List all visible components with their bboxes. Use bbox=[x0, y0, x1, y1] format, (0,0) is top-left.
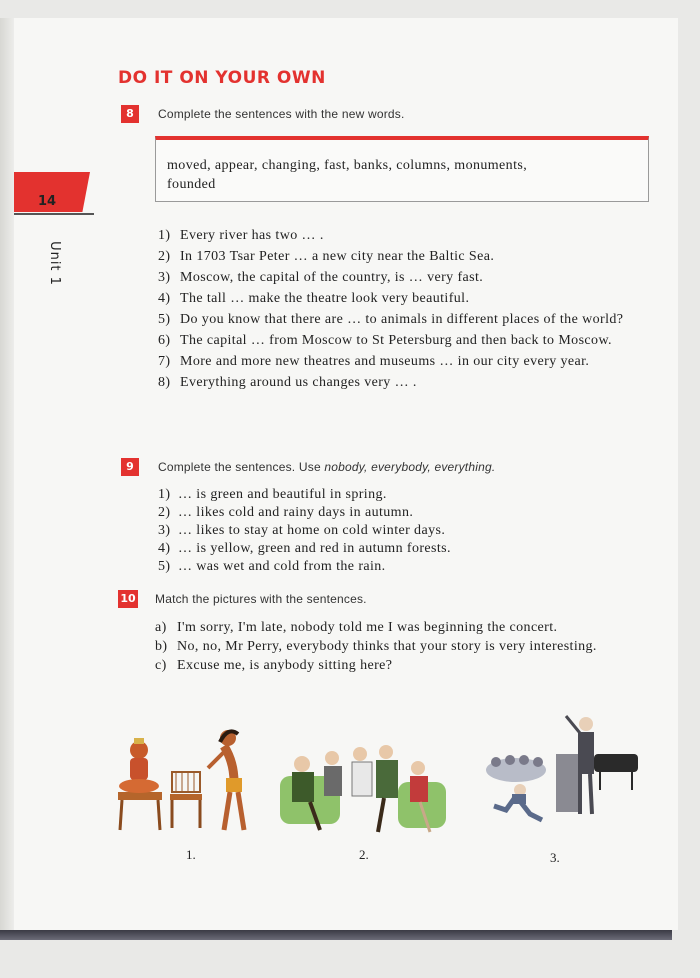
item-text: … likes to stay at home on cold winter days. bbox=[178, 523, 446, 538]
item-text: Every river has two … . bbox=[180, 228, 324, 243]
item-text: More and more new theatres and museums … in our city every year. bbox=[180, 354, 590, 369]
item-marker: 7) bbox=[158, 354, 171, 369]
task-10-instruction: Match the pictures with the sentences. bbox=[155, 592, 367, 606]
list-item bbox=[158, 521, 578, 540]
item-marker: 8) bbox=[158, 375, 171, 390]
list-item bbox=[158, 268, 652, 287]
item-marker: 4) bbox=[158, 291, 171, 306]
list-item bbox=[158, 373, 652, 392]
item-text: Excuse me, is anybody sitting here? bbox=[177, 658, 393, 673]
bending-man bbox=[208, 730, 244, 830]
item-text: In 1703 Tsar Peter … a new city near the Baltic Sea. bbox=[180, 249, 495, 264]
list-item bbox=[158, 485, 578, 504]
page-bottom-edge bbox=[0, 930, 672, 940]
task-9-instruction-words: nobody, everybody, everything. bbox=[324, 460, 496, 474]
word-box-line-2: founded bbox=[167, 177, 216, 192]
item-marker: 1) bbox=[158, 487, 171, 502]
item-marker: 5) bbox=[158, 312, 171, 327]
word-box-line-1: moved, appear, changing, fast, banks, columns, monuments, bbox=[167, 158, 528, 173]
item-marker: a) bbox=[155, 620, 167, 635]
nail-bed-chair bbox=[118, 792, 162, 830]
seated-fakir bbox=[119, 738, 159, 793]
list-item bbox=[158, 226, 652, 245]
list-item bbox=[158, 539, 578, 558]
task-8-instruction: Complete the sentences with the new words. bbox=[158, 107, 405, 121]
item-marker: 6) bbox=[158, 333, 171, 348]
task-9-list bbox=[158, 485, 578, 575]
item-marker: b) bbox=[155, 639, 168, 654]
task-9-number: 9 bbox=[121, 458, 139, 476]
item-text: … was wet and cold from the rain. bbox=[178, 559, 386, 574]
item-text: … is yellow, green and red in autumn forests. bbox=[178, 541, 451, 556]
item-text: Everything around us changes very … . bbox=[180, 375, 417, 390]
task-10-number: 10 bbox=[118, 590, 138, 608]
item-text: … is green and beautiful in spring. bbox=[178, 487, 387, 502]
item-marker: 3) bbox=[158, 270, 171, 285]
list-item bbox=[158, 352, 652, 371]
item-text: I'm sorry, I'm late, nobody told me I was beginning the concert. bbox=[177, 620, 558, 635]
task-8-list bbox=[158, 226, 652, 394]
list-item bbox=[155, 656, 651, 675]
orchestra-background bbox=[486, 755, 546, 782]
picture-1-label: 1. bbox=[186, 847, 196, 862]
tab-divider bbox=[14, 213, 94, 215]
section-title: DO IT ON YOUR OWN bbox=[118, 68, 326, 88]
picture-1-illustration bbox=[112, 722, 262, 840]
list-item bbox=[158, 557, 578, 576]
word-box-text bbox=[167, 156, 637, 194]
list-item bbox=[158, 247, 652, 266]
piano bbox=[594, 754, 638, 790]
item-marker: 5) bbox=[158, 559, 171, 574]
list-item bbox=[155, 618, 651, 637]
empty-nail-chair bbox=[170, 772, 202, 828]
list-item bbox=[158, 331, 652, 350]
picture-2-illustration bbox=[280, 742, 450, 838]
item-text: Do you know that there are … to animals in different places of the world? bbox=[180, 312, 624, 327]
list-item bbox=[158, 289, 652, 308]
list-item bbox=[158, 503, 578, 522]
task-9-instruction-prefix: Complete the sentences. Use bbox=[158, 460, 325, 474]
picture-3-illustration bbox=[476, 710, 646, 838]
picture-3-label: 3. bbox=[550, 850, 560, 865]
item-text: The tall … make the theatre look very beautiful. bbox=[180, 291, 470, 306]
picture-2-label: 2. bbox=[359, 847, 369, 862]
item-marker: 2) bbox=[158, 249, 171, 264]
conductor bbox=[556, 716, 594, 814]
item-text: … likes cold and rainy days in autumn. bbox=[178, 505, 414, 520]
item-text: No, no, Mr Perry, everybody thinks that your story is very interesting. bbox=[177, 639, 597, 654]
running-musician bbox=[494, 784, 542, 820]
list-item bbox=[158, 310, 652, 329]
item-marker: 4) bbox=[158, 541, 171, 556]
item-marker: 2) bbox=[158, 505, 171, 520]
unit-label: Unit 1 bbox=[46, 241, 62, 286]
task-8-number: 8 bbox=[121, 105, 139, 123]
item-marker: c) bbox=[155, 658, 167, 673]
task-10-list bbox=[155, 618, 651, 675]
word-box bbox=[155, 136, 649, 202]
item-text: Moscow, the capital of the country, is … very fast. bbox=[180, 270, 484, 285]
item-marker: 3) bbox=[158, 523, 171, 538]
item-marker: 1) bbox=[158, 228, 171, 243]
task-9-instruction bbox=[158, 460, 495, 474]
page-number: 14 bbox=[38, 194, 57, 209]
item-text: The capital … from Moscow to St Petersburg and then back to Moscow. bbox=[180, 333, 612, 348]
list-item bbox=[155, 637, 651, 656]
